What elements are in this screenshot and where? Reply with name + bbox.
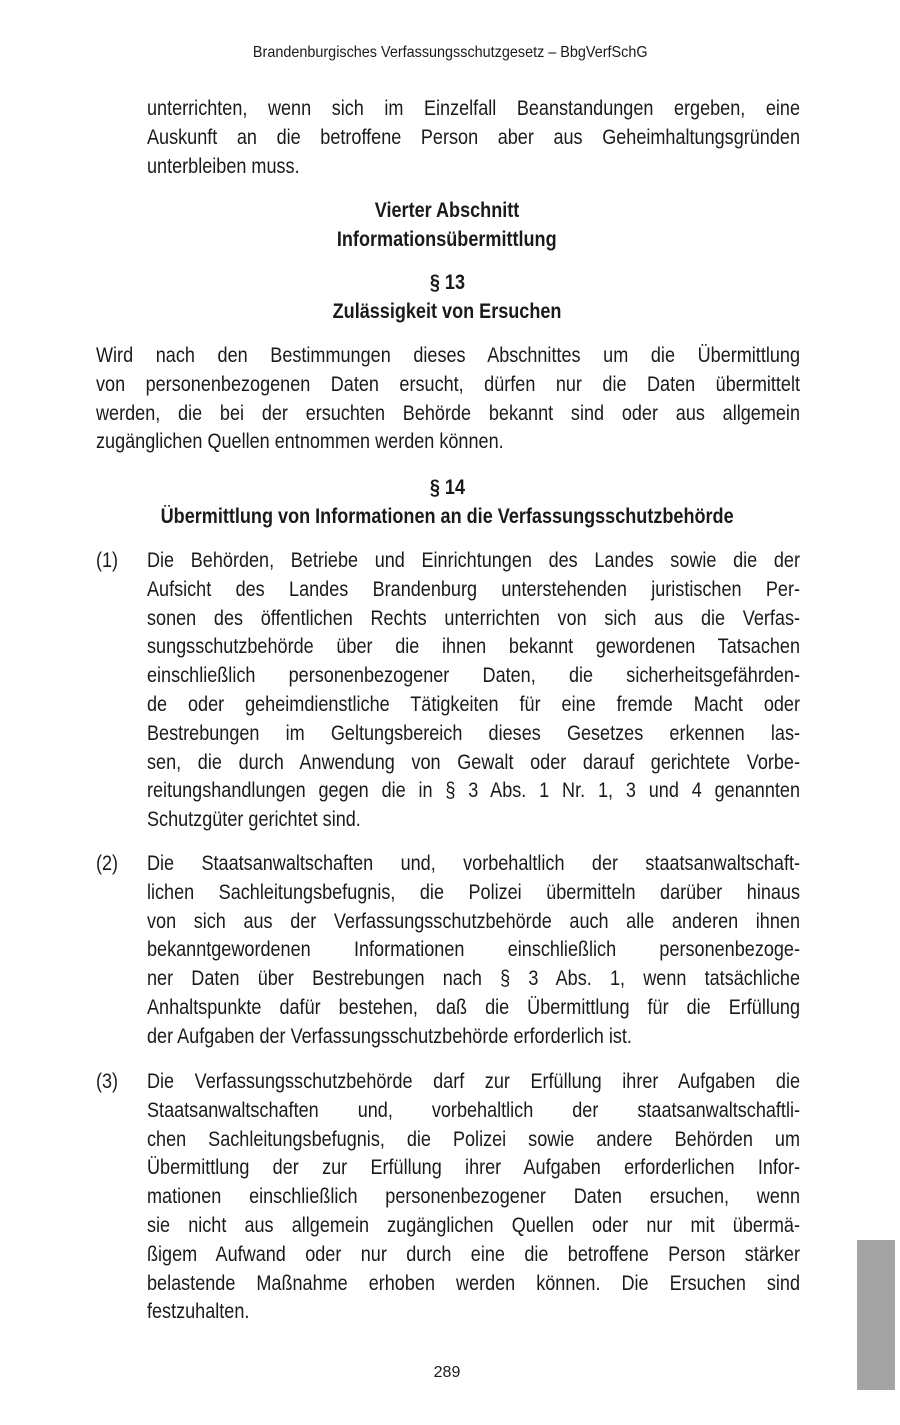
heading-line bbox=[0, 225, 894, 254]
running-header: Brandenburgisches Verfassungsschutzgesetz – BbgVerfSchG bbox=[252, 44, 648, 61]
heading-line bbox=[0, 473, 894, 502]
text-line: Auskunft an die betroffene Person aber aus Geheimhaltungsgründen bbox=[147, 125, 800, 149]
text-line: ner Daten über Bestrebungen nach § 3 Abs. 1, wenn tatsächliche bbox=[147, 967, 800, 991]
text-line: Staatsanwaltschaften und, vorbehaltlich der staatsanwaltschaftli- bbox=[147, 1098, 800, 1122]
heading-text: Informationsübermittlung bbox=[337, 228, 557, 251]
heading-text: Übermittlung von Informationen an die Verfassungsschutzbehörde bbox=[160, 505, 734, 528]
thumb-index-tab bbox=[857, 1240, 895, 1390]
text-line: unterrichten, wenn sich im Einzelfall Beanstandungen ergeben, eine bbox=[147, 97, 800, 120]
heading-line bbox=[0, 502, 894, 531]
text-line: sen, die durch Anwendung von Gewalt oder darauf gerichtete Vorbe- bbox=[147, 750, 800, 774]
heading-text: Zulässigkeit von Ersuchen bbox=[332, 300, 562, 323]
text-line: von personenbezogenen Daten ersucht, dürfen nur die Daten übermittelt bbox=[96, 372, 800, 396]
text-line: zugänglichen Quellen entnommen werden können. bbox=[96, 430, 504, 454]
text-line: Schutzgüter gerichtet sind. bbox=[147, 808, 361, 832]
text-line: Bestrebungen im Geltungsbereich dieses Gesetzes erkennen las- bbox=[147, 721, 800, 745]
paragraph-number: (3) bbox=[96, 1070, 119, 1093]
page-number: 289 bbox=[433, 1364, 461, 1381]
text-line: Aufsicht des Landes Brandenburg unterstehenden juristischen Per- bbox=[147, 577, 800, 601]
heading-text: § 13 bbox=[429, 271, 465, 294]
heading-text: § 14 bbox=[429, 476, 465, 499]
text-line: belastende Maßnahme erhoben werden können. Die Ersuchen sind bbox=[147, 1271, 800, 1295]
text-line: einschließlich personenbezogener Daten, die sicherheitsgefährden- bbox=[147, 664, 800, 688]
paragraph-number: (2) bbox=[96, 852, 119, 875]
text-line: von sich aus der Verfassungsschutzbehörde auch alle anderen ihnen bbox=[147, 909, 800, 933]
text-line: mationen einschließlich personenbezogener Daten ersuchen, wenn bbox=[147, 1185, 800, 1209]
text-line: Die Behörden, Betriebe und Einrichtungen des Landes sowie die der bbox=[147, 549, 800, 572]
text-line: sonen des öffentlichen Rechts unterrichten von sich aus die Verfas- bbox=[147, 606, 800, 630]
text-line: de oder geheimdienstliche Tätigkeiten für eine fremde Macht oder bbox=[147, 693, 800, 716]
heading-text: Vierter Abschnitt bbox=[374, 199, 520, 222]
text-line: sungsschutzbehörde über die ihnen bekannt gewordenen Tatsachen bbox=[147, 635, 800, 659]
paragraph-number: (1) bbox=[96, 549, 119, 572]
heading-line bbox=[0, 297, 894, 326]
heading-line bbox=[0, 196, 894, 225]
text-line: bekanntgewordenen Informationen einschließlich personenbezoge- bbox=[147, 938, 800, 962]
text-line: reitungshandlungen gegen die in § 3 Abs. 1 Nr. 1, 3 und 4 genannten bbox=[147, 779, 800, 803]
text-line: werden, die bei der ersuchten Behörde bekannt sind oder aus allgemein bbox=[96, 401, 800, 425]
text-line: Die Staatsanwaltschaften und, vorbehaltlich der staatsanwaltschaft- bbox=[147, 852, 800, 875]
text-line: chen Sachleitungsbefugnis, die Polizei sowie andere Behörden um bbox=[147, 1127, 800, 1151]
text-line: Die Verfassungsschutzbehörde darf zur Erfüllung ihrer Aufgaben die bbox=[147, 1070, 800, 1093]
text-line: der Aufgaben der Verfassungsschutzbehörde erforderlich ist. bbox=[147, 1024, 632, 1048]
text-line: unterbleiben muss. bbox=[147, 154, 300, 178]
heading-line bbox=[0, 268, 894, 297]
text-line: Wird nach den Bestimmungen dieses Abschnittes um die Übermittlung bbox=[96, 344, 800, 367]
text-line: ßigem Aufwand oder nur durch eine die betroffene Person stärker bbox=[147, 1242, 800, 1266]
text-line: Übermittlung der zur Erfüllung ihrer Aufgaben erforderlichen Infor- bbox=[147, 1156, 800, 1180]
text-line: Anhaltspunkte dafür bestehen, daß die Übermittlung für die Erfüllung bbox=[147, 996, 800, 1019]
text-line: festzuhalten. bbox=[147, 1300, 250, 1324]
text-line: sie nicht aus allgemein zugänglichen Quellen oder nur mit übermä- bbox=[147, 1214, 800, 1237]
text-line: lichen Sachleitungsbefugnis, die Polizei übermitteln darüber hinaus bbox=[147, 880, 800, 904]
